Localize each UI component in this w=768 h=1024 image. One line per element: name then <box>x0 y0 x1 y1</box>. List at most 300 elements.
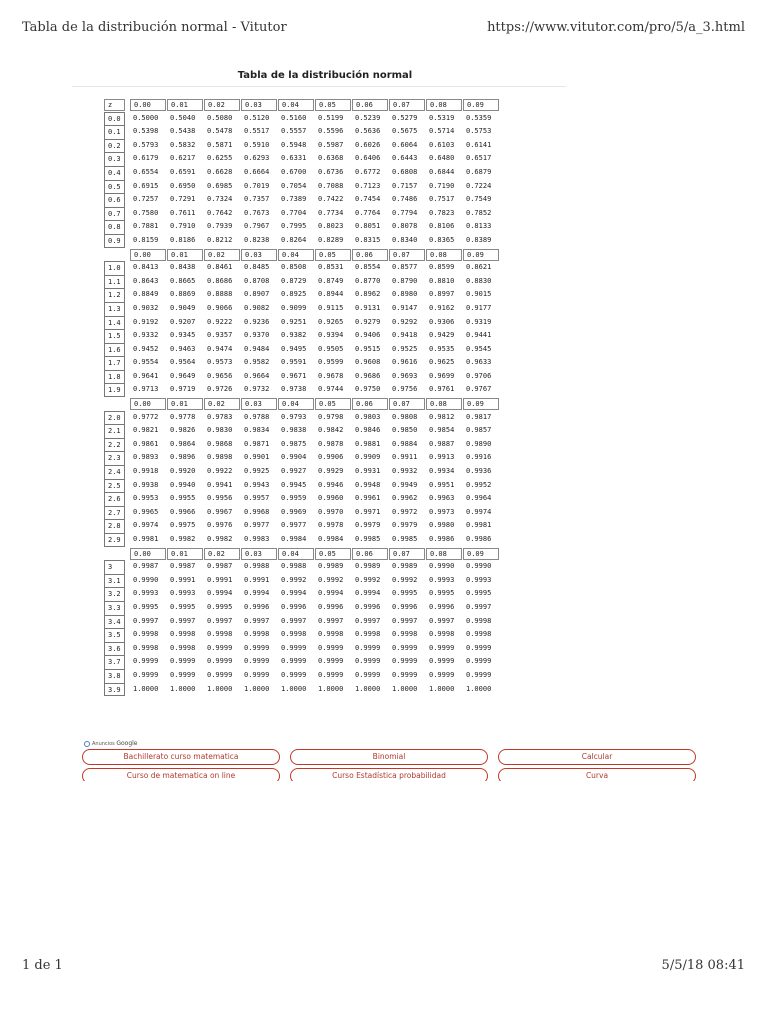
probability-cell: 0.5478 <box>207 127 233 136</box>
probability-cell: 0.9821 <box>133 426 159 435</box>
probability-cell: 0.9192 <box>133 317 159 326</box>
probability-cell: 0.5279 <box>392 113 418 122</box>
probability-cell: 0.9999 <box>207 670 233 679</box>
probability-cell: 0.6554 <box>133 167 159 176</box>
probability-cell: 0.9798 <box>318 412 344 421</box>
z-value-cell: 2.1 <box>104 424 125 438</box>
probability-cell: 0.9980 <box>429 521 455 530</box>
probability-cell: 0.9788 <box>244 412 270 421</box>
probability-cell: 0.9406 <box>355 331 381 340</box>
probability-cell: 0.8186 <box>170 235 196 244</box>
probability-cell: 0.6331 <box>281 154 307 163</box>
probability-cell: 0.9998 <box>170 630 196 639</box>
probability-cell: 0.9441 <box>466 331 492 340</box>
probability-cell: 0.9995 <box>170 602 196 611</box>
probability-cell: 0.9994 <box>244 589 270 598</box>
probability-cell: 0.9554 <box>133 358 159 367</box>
probability-cell: 0.6255 <box>207 154 233 163</box>
probability-cell: 0.9756 <box>392 385 418 394</box>
probability-cell: 0.5753 <box>466 127 492 136</box>
probability-cell: 0.9616 <box>392 358 418 367</box>
probability-cell: 0.9943 <box>244 480 270 489</box>
probability-cell: 0.9993 <box>133 589 159 598</box>
probability-cell: 0.9732 <box>244 385 270 394</box>
probability-cell: 0.9693 <box>392 371 418 380</box>
probability-cell: 0.7422 <box>318 195 344 204</box>
z-value-cell: 0.1 <box>104 125 125 139</box>
probability-cell: 0.5000 <box>133 113 159 122</box>
probability-cell: 0.9994 <box>355 589 381 598</box>
probability-cell: 0.9608 <box>355 358 381 367</box>
probability-cell: 0.9946 <box>318 480 344 489</box>
probability-cell: 0.9842 <box>318 426 344 435</box>
column-header: 0.03 <box>241 548 277 560</box>
column-header: 0.07 <box>389 548 425 560</box>
probability-cell: 0.9999 <box>429 670 455 679</box>
probability-cell: 0.9032 <box>133 303 159 312</box>
probability-cell: 0.6772 <box>355 167 381 176</box>
probability-cell: 0.6026 <box>355 140 381 149</box>
probability-cell: 0.8238 <box>244 235 270 244</box>
info-icon[interactable] <box>84 741 90 747</box>
probability-cell: 0.9982 <box>207 535 233 543</box>
probability-cell: 0.8289 <box>318 235 344 244</box>
probability-cell: 0.9976 <box>207 521 233 530</box>
probability-cell: 0.9452 <box>133 344 159 353</box>
probability-cell: 0.9993 <box>429 575 455 584</box>
probability-cell: 0.9890 <box>466 439 492 448</box>
probability-cell: 0.9838 <box>281 426 307 435</box>
probability-cell: 0.8962 <box>355 290 381 299</box>
probability-cell: 0.9357 <box>207 331 233 340</box>
probability-cell: 0.6950 <box>170 181 196 190</box>
probability-cell: 0.7852 <box>466 208 492 217</box>
probability-cell: 1.0000 <box>466 684 492 693</box>
probability-cell: 0.8925 <box>281 290 307 299</box>
probability-cell: 0.6700 <box>281 167 307 176</box>
probability-cell: 0.9633 <box>466 358 492 367</box>
column-header: 0.08 <box>426 548 462 560</box>
column-header: 0.06 <box>352 548 388 560</box>
probability-cell: 0.9922 <box>207 467 233 476</box>
probability-cell: 0.9713 <box>133 385 159 394</box>
probability-cell: 0.9957 <box>244 494 270 503</box>
column-header: 0.09 <box>463 249 499 261</box>
ad-button-bachillerato[interactable]: Bachillerato curso matematica <box>82 749 280 765</box>
probability-cell: 0.9767 <box>466 385 492 394</box>
probability-cell: 0.9664 <box>244 371 270 380</box>
probability-cell: 0.9999 <box>392 670 418 679</box>
probability-cell: 0.9998 <box>170 643 196 652</box>
probability-cell: 0.8133 <box>466 222 492 231</box>
probability-cell: 0.9918 <box>133 467 159 476</box>
ad-button-curva[interactable]: Curva <box>498 768 696 781</box>
z-value-cell: 3.5 <box>104 628 125 642</box>
ad-button-binomial[interactable]: Binomial <box>290 749 488 765</box>
probability-cell: 0.9992 <box>281 575 307 584</box>
probability-cell: 0.8810 <box>429 276 455 285</box>
z-value-cell: 0.6 <box>104 193 125 207</box>
column-header: 0.08 <box>426 249 462 261</box>
probability-cell: 0.9984 <box>318 535 344 543</box>
probability-cell: 0.9994 <box>318 589 344 598</box>
probability-cell: 0.9931 <box>355 467 381 476</box>
probability-cell: 0.7054 <box>281 181 307 190</box>
probability-cell: 0.9965 <box>133 507 159 516</box>
probability-cell: 0.8554 <box>355 263 381 272</box>
probability-cell: 0.9999 <box>429 643 455 652</box>
probability-cell: 0.9997 <box>170 616 196 625</box>
probability-cell: 0.7995 <box>281 222 307 231</box>
probability-cell: 0.8944 <box>318 290 344 299</box>
probability-cell: 0.9941 <box>207 480 233 489</box>
probability-cell: 0.9978 <box>318 521 344 530</box>
probability-cell: 0.9803 <box>355 412 381 421</box>
probability-cell: 0.9394 <box>318 331 344 340</box>
probability-cell: 0.9998 <box>392 630 418 639</box>
column-header: 0.04 <box>278 99 314 111</box>
probability-cell: 0.9985 <box>355 535 381 543</box>
probability-cell: 0.9099 <box>281 303 307 312</box>
probability-cell: 0.9898 <box>207 453 233 462</box>
probability-cell: 0.9991 <box>170 575 196 584</box>
probability-cell: 0.9808 <box>392 412 418 421</box>
probability-cell: 0.9999 <box>466 670 492 679</box>
z-value-cell: 3.2 <box>104 587 125 601</box>
column-header: 0.00 <box>130 249 166 261</box>
probability-cell: 0.7549 <box>466 195 492 204</box>
probability-cell: 0.6293 <box>244 154 270 163</box>
probability-cell: 0.9846 <box>355 426 381 435</box>
probability-cell: 0.9998 <box>281 630 307 639</box>
probability-cell: 0.9750 <box>355 385 381 394</box>
z-value-cell: 0.0 <box>104 112 125 126</box>
probability-cell: 0.7389 <box>281 195 307 204</box>
z-value-cell: 1.2 <box>104 288 125 302</box>
z-value-cell: 1.6 <box>104 343 125 357</box>
probability-cell: 0.6443 <box>392 154 418 163</box>
probability-cell: 0.8643 <box>133 276 159 285</box>
probability-cell: 0.9999 <box>133 670 159 679</box>
probability-cell: 0.9998 <box>466 630 492 639</box>
probability-cell: 0.9812 <box>429 412 455 421</box>
page-footer-number: 1 de 1 <box>22 958 63 973</box>
probability-cell: 0.9938 <box>133 480 159 489</box>
probability-cell: 0.9649 <box>170 371 196 380</box>
column-header: 0.01 <box>167 548 203 560</box>
probability-cell: 0.9987 <box>207 562 233 571</box>
probability-cell: 0.8365 <box>429 235 455 244</box>
probability-cell: 1.0000 <box>318 684 344 693</box>
probability-cell: 0.9599 <box>318 358 344 367</box>
z-value-cell: 2.5 <box>104 479 125 493</box>
probability-cell: 0.9998 <box>133 643 159 652</box>
probability-cell: 0.6915 <box>133 181 159 190</box>
probability-cell: 0.9960 <box>318 494 344 503</box>
probability-cell: 0.9977 <box>244 521 270 530</box>
probability-cell: 0.9881 <box>355 439 381 448</box>
probability-cell: 0.7704 <box>281 208 307 217</box>
probability-cell: 0.9972 <box>392 507 418 516</box>
probability-cell: 0.7454 <box>355 195 381 204</box>
probability-cell: 0.9936 <box>466 467 492 476</box>
probability-cell: 0.9962 <box>392 494 418 503</box>
probability-cell: 0.9495 <box>281 344 307 353</box>
probability-cell: 0.8264 <box>281 235 307 244</box>
probability-cell: 0.9998 <box>133 630 159 639</box>
probability-cell: 0.9993 <box>170 589 196 598</box>
probability-cell: 0.9975 <box>170 521 196 530</box>
column-header: 0.06 <box>352 398 388 410</box>
column-header: 0.07 <box>389 398 425 410</box>
probability-cell: 0.9292 <box>392 317 418 326</box>
z-value-cell: 2.6 <box>104 492 125 506</box>
z-value-cell: 3.3 <box>104 601 125 615</box>
column-header: 0.09 <box>463 548 499 560</box>
ads-brand: Google <box>116 740 138 747</box>
probability-cell: 0.9997 <box>429 616 455 625</box>
probability-cell: 0.9861 <box>133 439 159 448</box>
ads-label <box>84 740 138 747</box>
z-value-cell: 3.6 <box>104 642 125 656</box>
probability-cell: 0.9999 <box>207 657 233 666</box>
probability-cell: 0.9265 <box>318 317 344 326</box>
probability-cell: 0.9999 <box>281 643 307 652</box>
probability-cell: 0.7486 <box>392 195 418 204</box>
probability-cell: 0.9525 <box>392 344 418 353</box>
probability-cell: 1.0000 <box>355 684 381 693</box>
column-header: 0.06 <box>352 249 388 261</box>
probability-cell: 0.8485 <box>244 263 270 272</box>
probability-cell: 0.9991 <box>207 575 233 584</box>
z-value-cell: 3.4 <box>104 615 125 629</box>
probability-cell: 0.8907 <box>244 290 270 299</box>
probability-cell: 0.7257 <box>133 195 159 204</box>
probability-cell: 0.7823 <box>429 208 455 217</box>
probability-cell: 0.9345 <box>170 331 196 340</box>
probability-cell: 0.9948 <box>355 480 381 489</box>
probability-cell: 0.9992 <box>318 575 344 584</box>
column-header: 0.08 <box>426 398 462 410</box>
probability-cell: 0.9783 <box>207 412 233 421</box>
probability-cell: 0.9826 <box>170 426 196 435</box>
probability-cell: 0.9066 <box>207 303 233 312</box>
probability-cell: 0.8159 <box>133 235 159 244</box>
probability-cell: 0.9893 <box>133 453 159 462</box>
probability-cell: 0.7190 <box>429 181 455 190</box>
ad-button-curso-matematica[interactable]: Curso de matematica on line <box>82 768 280 781</box>
probability-cell: 0.9279 <box>355 317 381 326</box>
probability-cell: 0.5948 <box>281 140 307 149</box>
probability-cell: 0.7580 <box>133 208 159 217</box>
z-value-cell: 1.0 <box>104 261 125 275</box>
probability-cell: 0.8212 <box>207 235 233 244</box>
probability-cell: 0.8749 <box>318 276 344 285</box>
probability-cell: 0.9987 <box>133 562 159 571</box>
probability-cell: 0.7764 <box>355 208 381 217</box>
probability-cell: 0.9699 <box>429 371 455 380</box>
probability-cell: 0.9998 <box>429 630 455 639</box>
probability-cell: 0.9996 <box>318 602 344 611</box>
probability-cell: 0.9969 <box>281 507 307 516</box>
probability-cell: 0.5120 <box>244 113 270 122</box>
probability-cell: 0.9985 <box>392 535 418 543</box>
z-value-cell: 0.5 <box>104 180 125 194</box>
probability-cell: 0.9995 <box>207 602 233 611</box>
probability-cell: 0.9999 <box>355 657 381 666</box>
probability-cell: 0.9131 <box>355 303 381 312</box>
probability-cell: 0.5636 <box>355 127 381 136</box>
probability-cell: 0.9719 <box>170 385 196 394</box>
probability-cell: 0.8531 <box>318 263 344 272</box>
probability-cell: 0.9474 <box>207 344 233 353</box>
column-header: 0.04 <box>278 548 314 560</box>
probability-cell: 0.6808 <box>392 167 418 176</box>
probability-cell: 0.9998 <box>466 616 492 625</box>
column-header: 0.03 <box>241 99 277 111</box>
probability-cell: 0.8106 <box>429 222 455 231</box>
probability-cell: 0.9904 <box>281 453 307 462</box>
probability-cell: 0.8708 <box>244 276 270 285</box>
probability-cell: 0.6406 <box>355 154 381 163</box>
probability-cell: 0.5910 <box>244 140 270 149</box>
probability-cell: 0.9319 <box>466 317 492 326</box>
probability-cell: 0.9535 <box>429 344 455 353</box>
probability-cell: 0.5596 <box>318 127 344 136</box>
probability-cell: 0.8770 <box>355 276 381 285</box>
probability-cell: 0.9998 <box>355 630 381 639</box>
probability-cell: 0.7224 <box>466 181 492 190</box>
z-value-cell: 0.3 <box>104 152 125 166</box>
probability-cell: 0.9177 <box>466 303 492 312</box>
probability-cell: 0.9994 <box>207 589 233 598</box>
probability-cell: 0.9997 <box>244 616 270 625</box>
probability-cell: 0.6179 <box>133 154 159 163</box>
probability-cell: 0.9991 <box>244 575 270 584</box>
probability-cell: 0.8051 <box>355 222 381 231</box>
probability-cell: 0.9871 <box>244 439 270 448</box>
probability-cell: 0.9884 <box>392 439 418 448</box>
probability-cell: 0.6103 <box>429 140 455 149</box>
page-header-url[interactable]: https://www.vitutor.com/pro/5/a_3.html <box>487 20 745 35</box>
probability-cell: 0.9686 <box>355 371 381 380</box>
probability-cell: 0.7967 <box>244 222 270 231</box>
probability-cell: 0.9857 <box>466 426 492 435</box>
z-value-cell: 3.8 <box>104 669 125 683</box>
z-value-cell: 0.9 <box>104 234 125 248</box>
probability-cell: 0.9738 <box>281 385 307 394</box>
probability-cell: 0.7324 <box>207 195 233 204</box>
probability-cell: 0.9997 <box>281 616 307 625</box>
probability-cell: 0.9945 <box>281 480 307 489</box>
probability-cell: 0.8849 <box>133 290 159 299</box>
column-header: 0.02 <box>204 249 240 261</box>
column-header: 0.00 <box>130 99 166 111</box>
probability-cell: 0.8621 <box>466 263 492 272</box>
page-header-title: Tabla de la distribución normal - Vitutor <box>22 20 287 35</box>
ad-button-calcular[interactable]: Calcular <box>498 749 696 765</box>
probability-cell: 0.7734 <box>318 208 344 217</box>
probability-cell: 0.5398 <box>133 127 159 136</box>
probability-cell: 0.9953 <box>133 494 159 503</box>
probability-cell: 0.9850 <box>392 426 418 435</box>
probability-cell: 0.5714 <box>429 127 455 136</box>
probability-cell: 0.9049 <box>170 303 196 312</box>
probability-cell: 0.9772 <box>133 412 159 421</box>
probability-cell: 0.8997 <box>429 290 455 299</box>
probability-cell: 0.8869 <box>170 290 196 299</box>
probability-cell: 0.5517 <box>244 127 270 136</box>
probability-cell: 0.9582 <box>244 358 270 367</box>
probability-cell: 0.9997 <box>466 602 492 611</box>
z-value-cell: 1.1 <box>104 275 125 289</box>
probability-cell: 0.7910 <box>170 222 196 231</box>
probability-cell: 0.7881 <box>133 222 159 231</box>
probability-cell: 0.9998 <box>318 630 344 639</box>
probability-cell: 0.9996 <box>429 602 455 611</box>
z-value-cell: 0.4 <box>104 166 125 180</box>
probability-cell: 0.9370 <box>244 331 270 340</box>
z-value-cell: 0.7 <box>104 207 125 221</box>
probability-cell: 0.6985 <box>207 181 233 190</box>
column-header: 0.05 <box>315 398 351 410</box>
probability-cell: 0.9984 <box>281 535 307 543</box>
probability-cell: 0.5040 <box>170 113 196 122</box>
probability-cell: 0.9916 <box>466 453 492 462</box>
probability-cell: 1.0000 <box>170 684 196 693</box>
z-value-cell: 2.4 <box>104 465 125 479</box>
probability-cell: 0.9999 <box>429 657 455 666</box>
probability-cell: 0.9997 <box>318 616 344 625</box>
probability-cell: 0.9929 <box>318 467 344 476</box>
probability-cell: 0.9868 <box>207 439 233 448</box>
probability-cell: 0.9999 <box>244 670 270 679</box>
z-value-cell: 0.8 <box>104 220 125 234</box>
probability-cell: 0.9982 <box>170 535 196 543</box>
probability-cell: 0.9999 <box>355 643 381 652</box>
column-header: 0.07 <box>389 99 425 111</box>
probability-cell: 0.9625 <box>429 358 455 367</box>
probability-cell: 0.8023 <box>318 222 344 231</box>
probability-cell: 0.5160 <box>281 113 307 122</box>
probability-cell: 0.9995 <box>392 589 418 598</box>
probability-cell: 0.9995 <box>466 589 492 598</box>
probability-cell: 0.9778 <box>170 412 196 421</box>
probability-cell: 0.9999 <box>207 643 233 652</box>
probability-cell: 0.9999 <box>318 670 344 679</box>
probability-cell: 0.6628 <box>207 167 233 176</box>
probability-cell: 0.9207 <box>170 317 196 326</box>
probability-cell: 0.9997 <box>207 616 233 625</box>
probability-cell: 0.9115 <box>318 303 344 312</box>
probability-cell: 0.6217 <box>170 154 196 163</box>
z-value-cell: 2.2 <box>104 438 125 452</box>
probability-cell: 0.9911 <box>392 453 418 462</box>
column-header: 0.00 <box>130 548 166 560</box>
probability-cell: 0.9999 <box>466 643 492 652</box>
probability-cell: 0.9920 <box>170 467 196 476</box>
probability-cell: 0.9999 <box>392 643 418 652</box>
probability-cell: 0.9995 <box>429 589 455 598</box>
probability-cell: 0.8078 <box>392 222 418 231</box>
probability-cell: 0.8665 <box>170 276 196 285</box>
ad-button-curso-estadistica[interactable]: Curso Estadística probabilidad <box>290 768 488 781</box>
column-header: 0.03 <box>241 398 277 410</box>
probability-cell: 0.5675 <box>392 127 418 136</box>
probability-cell: 0.5239 <box>355 113 381 122</box>
probability-cell: 0.9955 <box>170 494 196 503</box>
probability-cell: 0.9864 <box>170 439 196 448</box>
